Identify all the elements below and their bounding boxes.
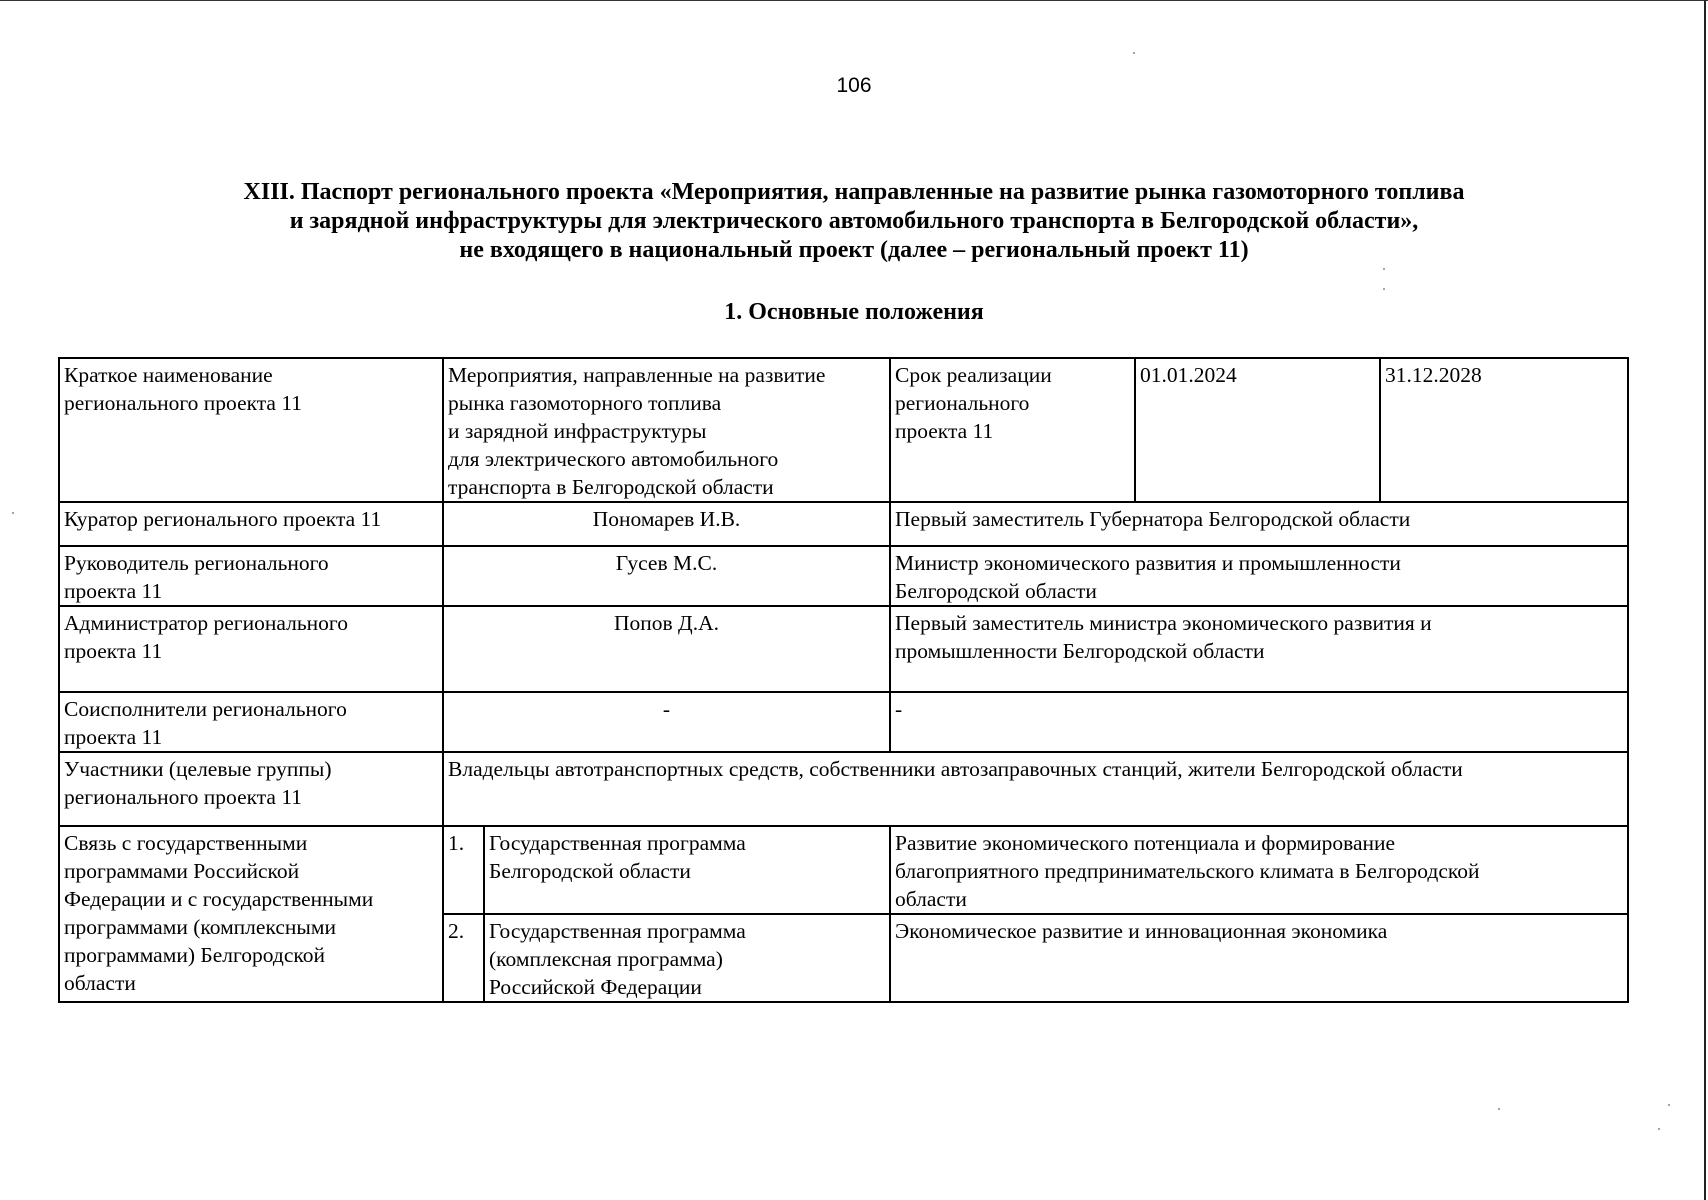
scan-speck: [1668, 1104, 1670, 1106]
scan-speck: [1658, 1128, 1660, 1130]
title-line-2: и зарядной инфраструктуры для электрического автомобильного транспорта в Белгородской области»,: [289, 208, 1419, 234]
administrator-name: Попов Д.А.: [443, 606, 890, 692]
program-number: 1.: [443, 826, 484, 914]
document-title: [100, 178, 1608, 265]
table-row-program-1: [59, 826, 1628, 914]
participants-value: Владельцы автотранспортных средств, собственники автозаправочных станций, жители Белгородской области: [443, 752, 1628, 826]
passport-table: [58, 357, 1629, 1003]
title-line-1: XIII. Паспорт регионального проекта «Мероприятия, направленные на развитие рынка газомоторного топлива: [243, 179, 1465, 205]
page-right-edge: [1704, 0, 1706, 1200]
scan-speck: [1383, 268, 1385, 270]
table-row-administrator: [59, 606, 1628, 692]
administrator-label: Администратор регионального проекта 11: [59, 606, 443, 692]
program-type: Государственная программа Белгородской области: [484, 826, 890, 914]
co-executors-label: Соисполнители регионального проекта 11: [59, 692, 443, 752]
table-row-short-name: [59, 358, 1628, 502]
participants-label: Участники (целевые группы) регионального проекта 11: [59, 752, 443, 826]
program-number: 2.: [443, 914, 484, 1002]
co-executors-name: -: [443, 692, 890, 752]
short-name-label: Краткое наименование регионального проекта 11: [59, 358, 443, 502]
program-name: Экономическое развитие и инновационная экономика: [890, 914, 1628, 1002]
section-title: 1. Основные положения: [724, 299, 984, 325]
programs-link-label: Связь с государственными программами Российской Федерации и с государственными программами (комплексными программами) Белгородской области: [59, 826, 443, 1002]
term-label: Срок реализации регионального проекта 11: [890, 358, 1135, 502]
scan-speck: [1133, 52, 1135, 54]
scan-speck: [12, 512, 14, 514]
title-line-3: не входящего в национальный проект (далее – региональный проект 11): [459, 237, 1249, 263]
start-date: 01.01.2024: [1135, 358, 1380, 502]
short-name-value: Мероприятия, направленные на развитие рынка газомоторного топлива и зарядной инфраструктуры для электрического автомобильного транспорта в Белгородской области: [443, 358, 890, 502]
program-name: Развитие экономического потенциала и формирование благоприятного предпринимательского климата в Белгородской области: [890, 826, 1628, 914]
curator-label: Куратор регионального проекта 11: [59, 502, 443, 546]
administrator-position: Первый заместитель министра экономического развития и промышленности Белгородской области: [890, 606, 1628, 692]
curator-position: Первый заместитель Губернатора Белгородской области: [890, 502, 1628, 546]
scan-speck: [1383, 288, 1385, 290]
page-number: 106: [836, 74, 872, 97]
table-row-co-executors: [59, 692, 1628, 752]
head-label: Руководитель регионального проекта 11: [59, 546, 443, 606]
head-name: Гусев М.С.: [443, 546, 890, 606]
curator-name: Пономарев И.В.: [443, 502, 890, 546]
end-date: 31.12.2028: [1380, 358, 1628, 502]
table-row-head: [59, 546, 1628, 606]
co-executors-position: -: [890, 692, 1628, 752]
table-row-participants: [59, 752, 1628, 826]
table-row-curator: [59, 502, 1628, 546]
scan-speck: [1498, 1108, 1500, 1110]
program-type: Государственная программа (комплексная программа) Российской Федерации: [484, 914, 890, 1002]
head-position: Министр экономического развития и промышленности Белгородской области: [890, 546, 1628, 606]
page-top-edge: [0, 0, 1708, 1]
